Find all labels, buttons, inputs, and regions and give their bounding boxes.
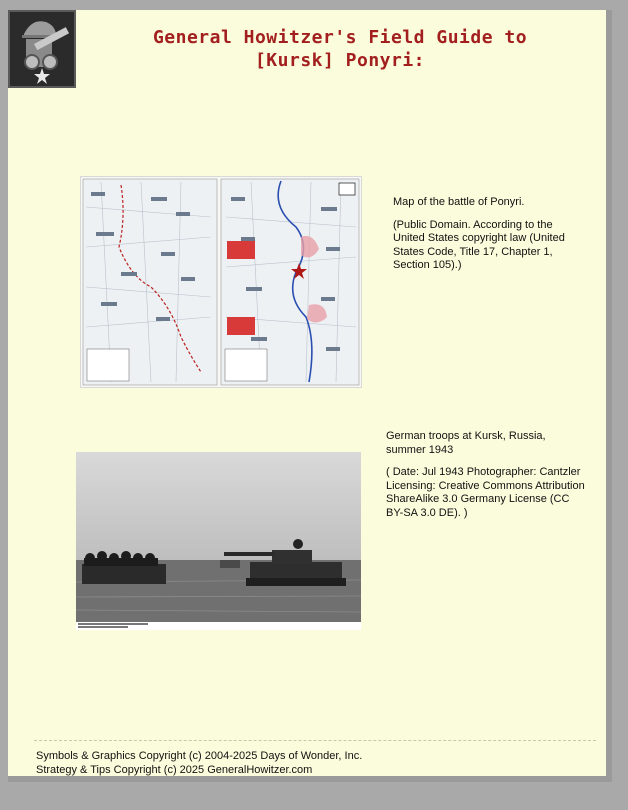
battle-map-image — [80, 176, 362, 388]
tank-photo-image — [76, 452, 361, 630]
general-howitzer-logo — [8, 10, 76, 88]
footer-copyright-strategy: Strategy & Tips Copyright (c) 2025 GeneralHowitzer.com — [36, 763, 313, 776]
footer-copyright-graphics: Symbols & Graphics Copyright (c) 2004-2025 Days of Wonder, Inc. — [36, 750, 363, 762]
title-line-1: General Howitzer's Field Guide to — [152, 27, 528, 48]
photo-caption-title: German troops at Kursk, Russia, summer 1943 — [386, 430, 546, 456]
footer-divider — [34, 740, 596, 741]
map-caption-license: (Public Domain. According to the United States copyright law (United States Code, Title 17, Chapter 1, Section 105).) — [393, 218, 565, 271]
map-caption — [393, 196, 583, 282]
title-line-2: [Kursk] Ponyri: — [254, 50, 426, 71]
map-caption-title: Map of the battle of Ponyri. — [393, 196, 525, 208]
photo-caption-license: ( Date: Jul 1943 Photographer: Cantzler Licensing: Creative Commons Attribution ShareAlike 3.0 Germany License (CC BY-SA 3.0 DE). ) — [386, 466, 585, 519]
photo-caption — [386, 430, 586, 529]
footer — [36, 750, 362, 777]
page-title — [78, 26, 602, 72]
page — [8, 10, 612, 782]
soldier-cannon-icon — [10, 12, 74, 86]
